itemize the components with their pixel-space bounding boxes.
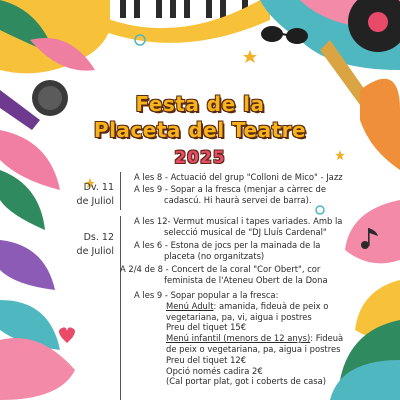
divider-friday — [120, 172, 121, 210]
divider-saturday — [120, 216, 121, 400]
sunglasses-icon — [261, 26, 308, 44]
chair-note: (Cal portar plat, got i coberts de casa) — [166, 376, 326, 387]
event-line: A les 9 - Sopar a la fresca (menjar a càrrec de — [134, 184, 327, 194]
child-menu-price: Preu del tiquet 12€ — [166, 354, 247, 365]
event-saturday-popular-dinner — [134, 290, 343, 387]
title-line-1: Festa de la — [135, 92, 265, 116]
event-saturday-concert — [120, 264, 328, 286]
day-line-2: de Juliol — [76, 196, 114, 207]
event-saturday-games — [134, 240, 320, 262]
event-line: A les 8 - Actuació del grup "Colloni de Mico" - Jazz — [134, 172, 343, 182]
event-line: selecció musical de "DJ Lluís Cardenal" — [164, 226, 327, 237]
event-line: placeta (no organitzats) — [164, 250, 265, 261]
child-menu-line — [134, 333, 343, 344]
adult-menu-label: Menú Adult — [166, 300, 214, 311]
adult-menu-desc: : amanida, fideuà de peix o — [213, 300, 329, 311]
event-saturday-vermut — [134, 216, 342, 238]
event-friday-jazz — [134, 172, 343, 183]
title-line-2: Placeta del Teatre — [93, 118, 307, 142]
day-line-1: Ds. 12 — [83, 232, 114, 243]
event-line: A les 12- Vermut musical i tapes variades. Amb la — [134, 216, 343, 226]
event-line: A 2/4 de 8 - Concert de la coral "Cor Obert", cor — [120, 264, 321, 274]
event-line: feminista de l'Ateneu Obert de la Dona — [164, 274, 328, 285]
day-line-2: de Juliol — [76, 246, 114, 257]
event-line: cadascú. Hi haurà servei de barra). — [164, 194, 312, 205]
chair-option: Opció només cadira 2€ — [166, 365, 263, 376]
heart-icon — [59, 327, 75, 343]
day-label-friday — [66, 181, 114, 209]
event-line: A les 6 - Estona de jocs per la mainada de la — [134, 240, 321, 250]
purple-leaf-left — [0, 240, 55, 290]
child-menu-line-2: de peix o vegetariana, pa, aigua i postres — [166, 343, 341, 354]
day-line-1: Dv. 11 — [83, 182, 114, 193]
day-label-saturday — [66, 231, 114, 259]
child-menu-label: Menú infantil (menors de 12 anys) — [166, 333, 311, 344]
adult-menu-line-2: vegetariana, pa, vi, aigua i postres — [166, 311, 312, 322]
child-menu-desc: : Fideuà — [310, 333, 344, 344]
year-label: 2025 — [174, 148, 226, 168]
pink-blob-bottom-left — [0, 338, 75, 400]
event-friday-dinner — [134, 184, 326, 206]
event-line: A les 9 - Sopar popular a la fresca: — [134, 290, 279, 300]
adult-menu-price: Preu del tiquet 15€ — [166, 322, 247, 333]
adult-menu-line — [134, 301, 343, 312]
